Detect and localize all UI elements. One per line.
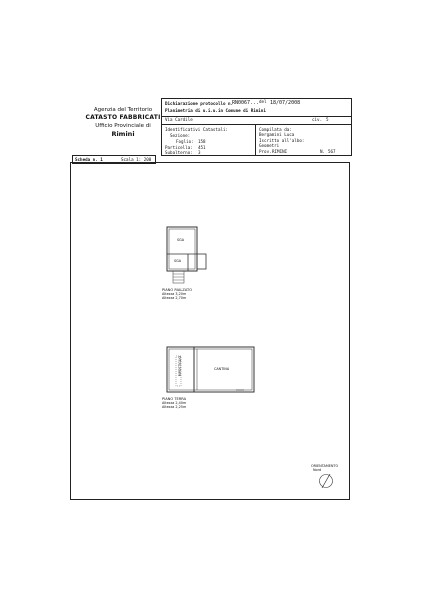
office-city: Rimini: [111, 130, 135, 138]
scheda-label: Scheda n. 1: [75, 157, 103, 162]
lower-room-label-2: CANTINA: [214, 367, 230, 371]
upper-caption: [162, 288, 192, 300]
upper-annex: [197, 254, 206, 269]
prov-label: Prov.: [259, 149, 272, 154]
lower-caption-height-2: Altezza 2,25m: [162, 405, 187, 409]
agency-name: Agenzia del Territorio: [93, 107, 153, 113]
planimetria-label: Planimetria di u.i.u.in Comune di Rimini: [165, 108, 266, 113]
civ-label: civ.: [312, 117, 323, 122]
compass-arrow: [322, 474, 330, 488]
foglio-label: Foglio:: [176, 139, 194, 144]
particella-value: 451: [198, 145, 206, 150]
protocol-date: 18/07/2008: [270, 100, 301, 106]
n-label: N.: [320, 149, 326, 154]
upper-room-label-2: SGA: [174, 259, 182, 263]
orientation-label: ORIENTAMENTO: [311, 464, 339, 468]
stairs: [173, 271, 184, 283]
upper-caption-height-2: Altezza 2,70m: [162, 296, 187, 300]
upper-inner-wall: [169, 229, 195, 269]
prov-value: RIMINI: [272, 149, 288, 154]
lower-room-label-1: RIPOSTIGLIO: [178, 356, 182, 377]
upper-caption-title: PIANO RIALZATO: [162, 288, 193, 292]
compilata-value: Bergamini Luca: [259, 132, 295, 137]
office-label: Ufficio Provinciale di: [95, 123, 151, 129]
subalterno-label: Subalterno:: [165, 150, 193, 155]
orientation-caption: [311, 464, 338, 472]
particella-label: Particella:: [165, 145, 193, 150]
del-label: del: [259, 99, 267, 104]
identificativi-label: Identificativi Catastali:: [165, 127, 229, 132]
upper-outer-wall: [167, 227, 197, 271]
upper-room-label-1: SGA: [177, 238, 185, 242]
north-arrow: [320, 474, 333, 488]
iscritto-label: Iscritto all'albo:: [259, 138, 305, 143]
catasto-title: CATASTO FABBRICATI: [85, 114, 161, 121]
orientation-sublabel: Nord: [313, 468, 322, 472]
street-label: Via Cardile: [165, 117, 193, 122]
iscritto-value: Geometri: [259, 143, 280, 148]
civ-value: 5: [326, 117, 329, 122]
compilata-label: Compilata da:: [259, 127, 292, 132]
upper-floor-plan: [167, 227, 206, 283]
protocol-label: Dichiarazione protocollo n.: [165, 101, 234, 106]
lower-caption-height-1: Altezza 2,40m: [162, 401, 187, 405]
lower-caption-title: PIANO TERRA: [162, 397, 187, 401]
foglio-value: 158: [198, 139, 206, 144]
scala-label: Scala 1: 200: [121, 157, 152, 162]
protocol-number: RN0067...: [232, 100, 260, 106]
lower-caption: [162, 397, 186, 409]
sezione-label: Sezione:: [170, 133, 191, 138]
subalterno-value: 3: [198, 150, 201, 155]
n-value: 567: [328, 149, 336, 154]
upper-caption-height-1: Altezza 3,20m: [162, 292, 187, 296]
